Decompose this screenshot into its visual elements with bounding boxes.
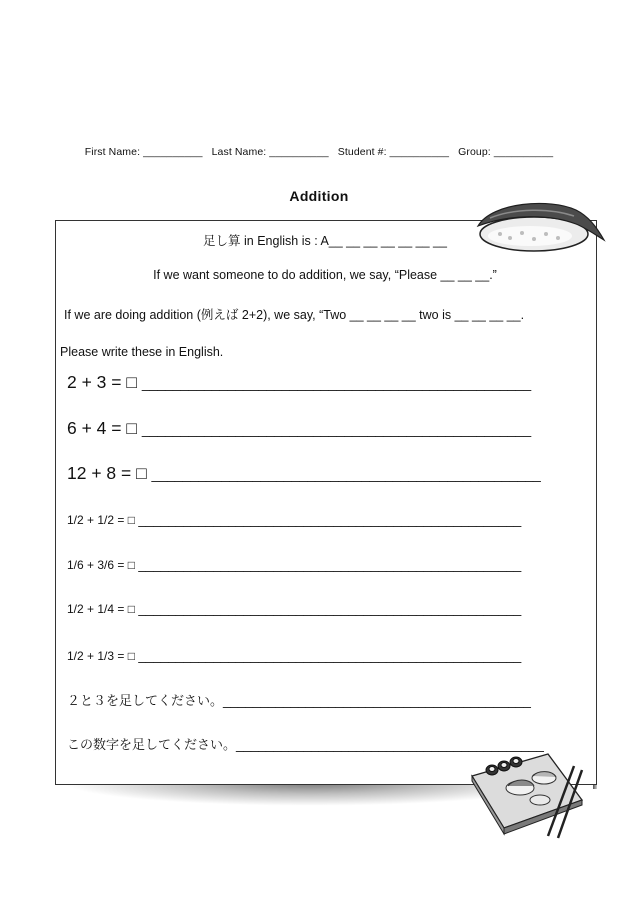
last-name-field[interactable]: Last Name: __________ bbox=[211, 146, 329, 158]
problem-expression: 1/2 + 1/3 = □ bbox=[67, 649, 135, 663]
worksheet-title: Addition bbox=[289, 188, 349, 204]
problem-row bbox=[67, 601, 521, 616]
answer-line[interactable]: _________________________________________ bbox=[236, 737, 544, 752]
japanese-row bbox=[67, 690, 531, 709]
problem-row bbox=[67, 372, 531, 393]
answer-line[interactable]: ___________________________________________________ bbox=[138, 512, 522, 527]
answer-line[interactable]: ___________________________________________________ bbox=[138, 601, 522, 616]
first-name-field[interactable]: First Name: __________ bbox=[84, 146, 203, 158]
japanese-prompt: ２と３を足してください。 bbox=[67, 693, 224, 708]
problem-expression: 12 + 8 = □ bbox=[67, 463, 147, 483]
answer-line[interactable]: __________________________________________________ bbox=[141, 421, 532, 437]
intro-line-1: 足し算 in English is : A__ __ __ __ __ __ __ bbox=[203, 234, 447, 248]
problem-expression: 1/2 + 1/2 = □ bbox=[67, 513, 135, 527]
answer-line[interactable]: __________________________________________________ bbox=[151, 466, 541, 482]
problem-row bbox=[67, 648, 521, 663]
intro-line-2: If we want someone to do addition, we say, “Please __ __ __.” bbox=[153, 268, 497, 282]
problem-row bbox=[67, 463, 541, 484]
problem-expression: 1/2 + 1/4 = □ bbox=[67, 602, 135, 616]
problem-row bbox=[67, 512, 521, 527]
answer-line[interactable]: ___________________________________________________ bbox=[138, 648, 522, 663]
student-number-field[interactable]: Student #: __________ bbox=[337, 146, 450, 158]
problem-row bbox=[67, 418, 531, 439]
answer-line[interactable]: ___________________________________________________ bbox=[138, 557, 522, 572]
group-field[interactable]: Group: __________ bbox=[458, 146, 554, 158]
problem-row bbox=[67, 557, 521, 572]
problem-expression: 6 + 4 = □ bbox=[67, 418, 137, 438]
intro-line-3: If we are doing addition (例えば 2+2), we say, “Two __ __ __ __ two is __ __ __ __. bbox=[64, 308, 525, 322]
sushi-platter-icon bbox=[470, 748, 595, 840]
answer-line[interactable]: _________________________________________ bbox=[223, 693, 531, 708]
instruction-text: Please write these in English. bbox=[60, 345, 224, 359]
problem-expression: 1/6 + 3/6 = □ bbox=[67, 558, 135, 572]
japanese-prompt: この数字を足してください。 bbox=[67, 737, 237, 752]
answer-line[interactable]: __________________________________________________ bbox=[141, 375, 532, 391]
problem-expression: 2 + 3 = □ bbox=[67, 372, 137, 392]
student-info-header bbox=[0, 146, 638, 158]
